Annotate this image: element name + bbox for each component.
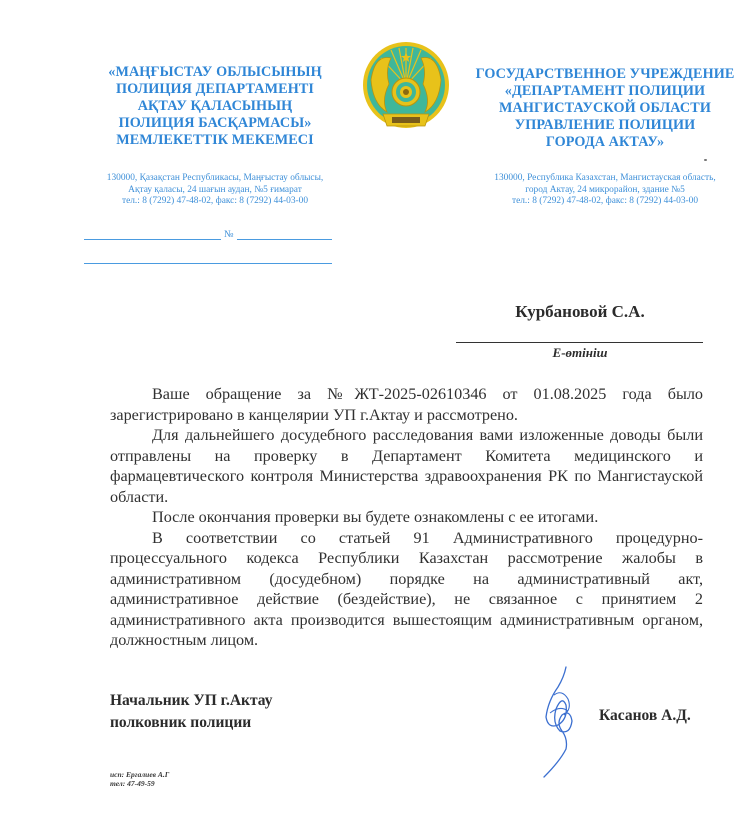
body-paragraph: Для дальнейшего досудебного расследования вами изложенные доводы были отправлены на проверку в Департамент Комитета медицинского и фармацевтического контроля Министерства здравоохранения РК по Мангистауской области. [110, 426, 703, 506]
letterhead-org-kazakh [80, 64, 350, 149]
signatory-name: Касанов А.Д. [599, 707, 691, 724]
address-kazakh [80, 173, 350, 208]
recipient-name: Курбановой С.А. [515, 302, 645, 321]
letter-body [110, 384, 703, 651]
org-line: «МАҢҒЫСТАУ ОБЛЫСЫНЫҢ [108, 64, 322, 80]
org-line: ГОСУДАРСТВЕННОЕ УЧРЕЖДЕНИЕ [475, 66, 735, 82]
org-line: МЕМЛЕКЕТТІК МЕКЕМЕСІ [116, 132, 314, 148]
body-paragraph: После окончания проверки вы будете ознакомлены с ее итогами. [152, 508, 599, 526]
executor-name: исп: Ергалиев А.Г [110, 770, 170, 779]
recipient-divider [456, 342, 703, 343]
registration-extra-line [84, 263, 332, 264]
org-line: «ДЕПАРТАМЕНТ ПОЛИЦИИ [504, 83, 706, 99]
org-line: ГОРОДА АКТАУ» [545, 134, 665, 150]
body-paragraph: Ваше обращение за №ЖТ-2025-02610346 от 01.08.2025 года было зарегистрировано в канцелярии УП г.Актау и рассмотрено. [110, 385, 703, 424]
address-line: 130000, Қазақстан Республикасы, Маңғыстау облысы, [106, 173, 324, 183]
org-line: АҚТАУ ҚАЛАСЫНЫҢ [137, 98, 293, 114]
registration-number-label: № [224, 229, 234, 240]
address-line: тел.: 8 (7292) 47-48-02, факс: 8 (7292) 44-03-00 [121, 196, 309, 206]
address-line: тел.: 8 (7292) 47-48-02, факс: 8 (7292) 44-03-00 [511, 196, 699, 206]
letterhead-org-russian [470, 66, 740, 151]
body-paragraph: В соответствии со статьей 91 Административного процедурно-процессуального кодекса Республики Казахстан рассмотрение жалобы в административном (досудебном) порядке на административный акт, административное действие (бездействие), не связанное с принятием 2 административного акта производится вышестоящим административным органом, должностным лицом. [110, 528, 703, 649]
request-type: Е-өтініш [552, 345, 608, 360]
address-line: Ақтау қаласы, 24 шағын аудан, №5 ғимарат [128, 184, 302, 195]
kazakhstan-emblem-icon [361, 40, 451, 134]
registration-number-line [237, 239, 332, 240]
org-line: УПРАВЛЕНИЕ ПОЛИЦИИ [514, 117, 696, 133]
address-line: 130000, Республика Казахстан, Мангистауская область, [494, 173, 716, 183]
registration-date-line [84, 239, 221, 240]
handwritten-signature-icon [536, 665, 596, 780]
executor-phone: тел: 47-49-59 [110, 779, 155, 788]
org-line: ПОЛИЦИЯ БАСҚАРМАСЫ» [118, 115, 312, 131]
org-line: ПОЛИЦИЯ ДЕПАРТАМЕНТІ [115, 81, 315, 97]
address-russian [470, 173, 740, 208]
signatory-title [110, 690, 273, 734]
executor-info [110, 770, 169, 788]
signatory-position: Начальник УП г.Актау [110, 692, 273, 709]
org-line: МАНГИСТАУСКОЙ ОБЛАСТИ [499, 100, 711, 116]
scan-speck [704, 159, 707, 161]
address-line: город Актау, 24 микрорайон, здание №5 [525, 184, 685, 195]
signatory-rank: полковник полиции [110, 714, 252, 731]
